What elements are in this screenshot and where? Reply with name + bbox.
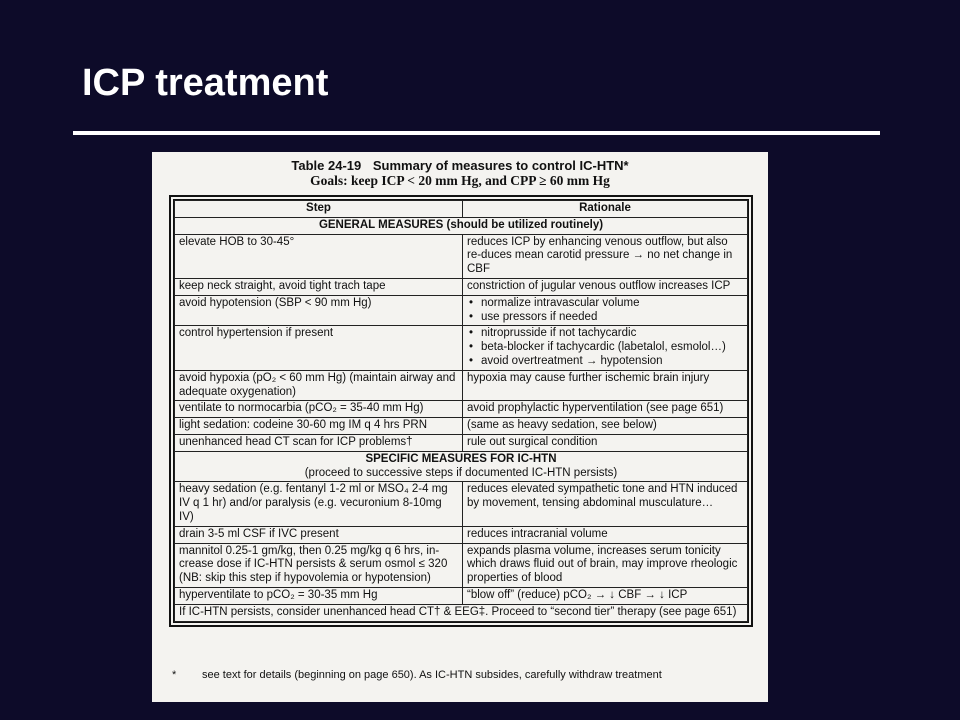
header-rationale: Rationale	[463, 201, 748, 218]
measures-table	[169, 195, 753, 627]
rationale-cell	[463, 295, 748, 326]
table-row	[175, 526, 748, 543]
step-cell: ventilate to normocarbia (pCO₂ = 35-40 mm Hg)	[175, 401, 463, 418]
rationale-cell: hypoxia may cause further ischemic brain injury	[463, 370, 748, 401]
table-title: Summary of measures to control IC-HTN*	[372, 158, 629, 173]
table-header-row	[175, 201, 748, 218]
step-cell: hyperventilate to pCO₂ = 30-35 mm Hg	[175, 587, 463, 604]
rationale-cell: expands plasma volume, increases serum tonicity which draws fluid out of brain, may improve rheologic properties of blood	[463, 543, 748, 587]
table-row	[175, 370, 748, 401]
rationale-cell: rule out surgical condition	[463, 434, 748, 451]
step-cell: avoid hypotension (SBP < 90 mm Hg)	[175, 295, 463, 326]
rationale-cell	[463, 326, 748, 370]
step-cell: heavy sedation (e.g. fentanyl 1-2 ml or MSO₄ 2-4 mg IV q 1 hr) and/or paralysis (e.g. vecuronium 8-10mg IV)	[175, 482, 463, 526]
rationale-cell: avoid prophylactic hyperventilation (see page 651)	[463, 401, 748, 418]
table-row	[175, 295, 748, 326]
step-cell: unenhanced head CT scan for ICP problems†	[175, 434, 463, 451]
slide-title: ICP treatment	[82, 62, 329, 104]
header-step: Step	[175, 201, 463, 218]
rationale-bullet: • normalize intravascular volume	[467, 297, 743, 311]
title-divider	[73, 131, 880, 135]
table-row	[175, 326, 748, 370]
step-cell: avoid hypoxia (pO₂ < 60 mm Hg) (maintain airway and adequate oxygenation)	[175, 370, 463, 401]
final-row: If IC-HTN persists, consider unenhanced head CT† & EEG‡. Proceed to “second tier” therapy (see page 651)	[175, 604, 748, 621]
table-number: Table 24-19	[291, 158, 362, 173]
table-row	[175, 587, 748, 604]
step-cell: drain 3-5 ml CSF if IVC present	[175, 526, 463, 543]
table-goals: Goals: keep ICP < 20 mm Hg, and CPP ≥ 60 mm Hg	[310, 173, 610, 188]
rationale-bullet: • use pressors if needed	[467, 311, 743, 325]
table-row	[175, 418, 748, 435]
step-cell: keep neck straight, avoid tight trach tape	[175, 278, 463, 295]
rationale-cell: “blow off” (reduce) pCO₂ → ↓ CBF → ↓ ICP	[463, 587, 748, 604]
table-row	[175, 543, 748, 587]
general-measures-heading: GENERAL MEASURES (should be utilized routinely)	[175, 217, 748, 234]
specific-measures-heading: SPECIFIC MEASURES FOR IC-HTN (proceed to successive steps if documented IC-HTN persists)	[175, 451, 748, 482]
table-row	[175, 434, 748, 451]
rationale-cell: reduces elevated sympathetic tone and HTN induced by movement, tensing abdominal musculature…	[463, 482, 748, 526]
rationale-bullet: • avoid overtreatment → hypotension	[467, 355, 743, 369]
step-cell: mannitol 0.25-1 gm/kg, then 0.25 mg/kg q 6 hrs, in-crease dose if IC-HTN persists & serum osmol ≤ 320 (NB: skip this step if hypovolemia or hypotension)	[175, 543, 463, 587]
rationale-bullet: • beta-blocker if tachycardic (labetalol, esmolol…)	[467, 341, 743, 355]
table-caption	[152, 158, 768, 188]
rationale-cell: reduces ICP by enhancing venous outflow, but also re-duces mean carotid pressure → no net change in CBF	[463, 234, 748, 278]
step-cell: elevate HOB to 30-45°	[175, 234, 463, 278]
table-row	[175, 482, 748, 526]
rationale-cell: (same as heavy sedation, see below)	[463, 418, 748, 435]
rationale-cell: reduces intracranial volume	[463, 526, 748, 543]
rationale-cell: constriction of jugular venous outflow increases ICP	[463, 278, 748, 295]
table-footnote: * see text for details (beginning on page 650). As IC-HTN subsides, carefully withdraw treatment	[172, 669, 662, 681]
step-cell: light sedation: codeine 30-60 mg IM q 4 hrs PRN	[175, 418, 463, 435]
table-row	[175, 401, 748, 418]
step-cell: control hypertension if present	[175, 326, 463, 370]
table-row	[175, 234, 748, 278]
table-row	[175, 278, 748, 295]
rationale-bullet: • nitroprusside if not tachycardic	[467, 327, 743, 341]
table-image	[152, 152, 768, 702]
